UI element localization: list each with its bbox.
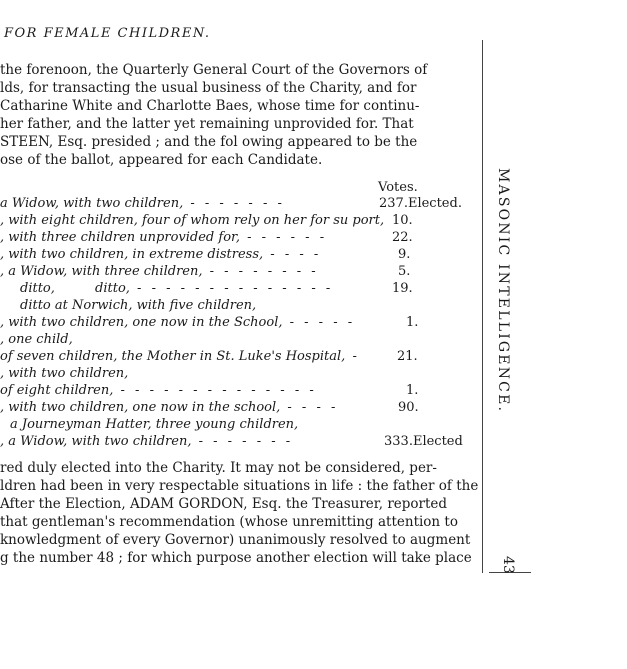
vote-value: 333. bbox=[384, 434, 413, 449]
vote-count: 1. bbox=[406, 315, 419, 330]
paragraph-line: STEEN, Esq. presided ; and the fol owing appeared to be the bbox=[0, 134, 418, 150]
candidate-description: , one child, bbox=[0, 332, 73, 347]
vote-count: 9. bbox=[398, 247, 411, 262]
dot-leader: - - - - bbox=[263, 247, 322, 262]
dot-leader: - - - - - - - - - - - - - - bbox=[129, 281, 334, 296]
column-rule bbox=[482, 40, 483, 573]
paragraph-line: red duly elected into the Charity. It may not be considered, per- bbox=[0, 460, 437, 476]
elected-status: Elected. bbox=[407, 196, 462, 211]
elected-status: Elected bbox=[412, 434, 463, 449]
page-number: 43 bbox=[500, 556, 516, 574]
side-title: MASONIC INTELLIGENCE. bbox=[495, 168, 511, 414]
vote-count: 1. bbox=[406, 383, 419, 398]
candidate-description: , with two children, one now in the School, bbox=[0, 315, 283, 330]
list-item bbox=[0, 315, 355, 331]
list-item bbox=[0, 366, 128, 382]
paragraph-line: ose of the ballot, appeared for each Candidate. bbox=[0, 152, 323, 168]
vote-count: 10. bbox=[392, 213, 413, 228]
dot-leader: - - - - - - - bbox=[183, 196, 285, 211]
candidate-description: a Journeyman Hatter, three young children, bbox=[10, 417, 299, 432]
paragraph-line: ldren had been in very respectable situations in life : the father of the bbox=[0, 478, 479, 494]
paragraph-line: that gentleman's recommendation (whose unremitting attention to bbox=[0, 514, 458, 530]
candidate-description: , with two children, bbox=[0, 366, 129, 381]
list-item bbox=[0, 383, 317, 399]
candidate-description: , with two children, one now in the school, bbox=[0, 400, 281, 415]
candidate-description: of seven children, the Mother in St. Luke's Hospital, bbox=[0, 349, 346, 364]
dot-leader: - - - - - - - bbox=[191, 434, 294, 449]
list-item bbox=[0, 213, 384, 229]
dot-leader: - - - - - - - - bbox=[202, 264, 319, 279]
list-item bbox=[0, 434, 293, 450]
paragraph-line: g the number 48 ; for which purpose another election will take place bbox=[0, 550, 472, 566]
list-item bbox=[0, 264, 319, 280]
vote-count: 5. bbox=[398, 264, 411, 279]
vote-count: 22. bbox=[392, 230, 413, 245]
list-item bbox=[0, 196, 285, 212]
list-item bbox=[0, 230, 327, 246]
candidate-description: , a Widow, with two children, bbox=[0, 434, 192, 449]
candidate-description: a Widow, with two children, bbox=[0, 196, 184, 211]
candidate-description: ditto, bbox=[20, 281, 55, 296]
vote-count: 90. bbox=[398, 400, 419, 415]
ditto-description: ditto, bbox=[95, 281, 130, 296]
paragraph-line: lds, for transacting the usual business of the Charity, and for bbox=[0, 80, 417, 96]
list-item bbox=[20, 298, 256, 314]
vote-count: 21. bbox=[397, 349, 418, 364]
vote-value: 237. bbox=[379, 196, 408, 211]
candidate-description: , with two children, in extreme distress, bbox=[0, 247, 264, 262]
list-item bbox=[0, 349, 360, 365]
paragraph-line: Catharine White and Charlotte Baes, whose time for continu- bbox=[0, 98, 420, 114]
candidate-description: ditto at Norwich, with five children, bbox=[20, 298, 257, 313]
votes-column-header: Votes. bbox=[378, 180, 418, 195]
running-head: FOR FEMALE CHILDREN. bbox=[4, 26, 211, 41]
candidate-description: , with eight children, four of whom rely on her for su port, bbox=[0, 213, 385, 228]
dot-leader: - - - - - bbox=[282, 315, 356, 330]
paragraph-line: knowledgment of every Governor) unanimously resolved to augment bbox=[0, 532, 471, 548]
list-item bbox=[10, 417, 298, 433]
dot-leader: - - - - bbox=[280, 400, 339, 415]
candidate-description: , with three children unprovided for, bbox=[0, 230, 240, 245]
paragraph-line: After the Election, ADAM GORDON, Esq. the Treasurer, reported bbox=[0, 496, 448, 512]
candidate-description: , a Widow, with three children, bbox=[0, 264, 203, 279]
list-item bbox=[0, 400, 338, 416]
paragraph-line: her father, and the latter yet remaining unprovided for. That bbox=[0, 116, 414, 132]
list-item bbox=[0, 332, 73, 348]
candidate-description: of eight children, bbox=[0, 383, 114, 398]
list-item bbox=[0, 247, 321, 263]
vote-count: 19. bbox=[392, 281, 413, 296]
vote-count bbox=[384, 434, 463, 449]
vote-count bbox=[379, 196, 462, 211]
dot-leader: - - - - - - - - - - - - - - bbox=[113, 383, 317, 398]
dot-leader: - bbox=[345, 349, 360, 364]
paragraph-line: the forenoon, the Quarterly General Court of the Governors of bbox=[0, 62, 428, 78]
dot-leader: - - - - - - bbox=[239, 230, 328, 245]
list-item bbox=[20, 281, 333, 297]
